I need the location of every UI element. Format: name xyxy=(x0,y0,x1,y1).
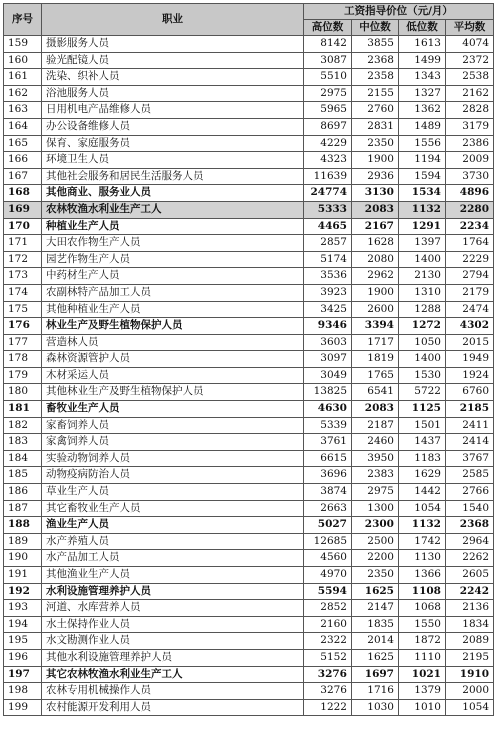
cell-low: 1288 xyxy=(399,301,446,318)
cell-mid: 2975 xyxy=(352,484,399,501)
table-row xyxy=(4,284,494,301)
cell-avg: 2585 xyxy=(446,467,494,484)
cell-high: 5333 xyxy=(304,201,352,218)
table-row xyxy=(4,583,494,600)
cell-low: 1629 xyxy=(399,467,446,484)
cell-seq: 189 xyxy=(4,533,42,550)
cell-avg: 2185 xyxy=(446,401,494,418)
cell-occupation: 洗染、织补人员 xyxy=(42,69,304,86)
table-row xyxy=(4,467,494,484)
cell-occupation: 家禽饲养人员 xyxy=(42,434,304,451)
cell-occupation: 其他渔业生产人员 xyxy=(42,567,304,584)
cell-seq: 160 xyxy=(4,52,42,69)
table-row xyxy=(4,168,494,185)
cell-occupation: 水产养殖人员 xyxy=(42,533,304,550)
cell-low: 1872 xyxy=(399,633,446,650)
table-row xyxy=(4,417,494,434)
cell-occupation: 农林牧渔水利业生产工人 xyxy=(42,201,304,218)
header-high: 高位数 xyxy=(304,20,352,36)
cell-occupation: 水利设施管理养护人员 xyxy=(42,583,304,600)
cell-avg: 1540 xyxy=(446,500,494,517)
cell-low: 1194 xyxy=(399,152,446,169)
cell-seq: 178 xyxy=(4,351,42,368)
cell-avg: 1949 xyxy=(446,351,494,368)
table-row xyxy=(4,334,494,351)
cell-seq: 170 xyxy=(4,218,42,235)
cell-seq: 195 xyxy=(4,633,42,650)
cell-high: 3087 xyxy=(304,52,352,69)
cell-mid: 3394 xyxy=(352,318,399,335)
table-row xyxy=(4,201,494,218)
cell-avg: 4074 xyxy=(446,36,494,53)
cell-mid: 6541 xyxy=(352,384,399,401)
cell-seq: 181 xyxy=(4,401,42,418)
cell-occupation: 日用机电产品维修人员 xyxy=(42,102,304,119)
cell-avg: 1764 xyxy=(446,235,494,252)
cell-mid: 3130 xyxy=(352,185,399,202)
cell-avg: 6760 xyxy=(446,384,494,401)
cell-low: 1343 xyxy=(399,69,446,86)
cell-seq: 182 xyxy=(4,417,42,434)
cell-low: 1501 xyxy=(399,417,446,434)
cell-mid: 2083 xyxy=(352,201,399,218)
table-row xyxy=(4,699,494,716)
cell-high: 5594 xyxy=(304,583,352,600)
cell-occupation: 验光配镜人员 xyxy=(42,52,304,69)
cell-low: 1366 xyxy=(399,567,446,584)
cell-seq: 171 xyxy=(4,235,42,252)
cell-seq: 167 xyxy=(4,168,42,185)
cell-mid: 2460 xyxy=(352,434,399,451)
header-occupation: 职业 xyxy=(42,4,304,36)
cell-mid: 1628 xyxy=(352,235,399,252)
cell-low: 1054 xyxy=(399,500,446,517)
cell-seq: 185 xyxy=(4,467,42,484)
cell-seq: 168 xyxy=(4,185,42,202)
cell-seq: 196 xyxy=(4,649,42,666)
cell-low: 1437 xyxy=(399,434,446,451)
cell-low: 1530 xyxy=(399,367,446,384)
cell-avg: 2234 xyxy=(446,218,494,235)
cell-mid: 2300 xyxy=(352,517,399,534)
cell-occupation: 园艺作物生产人员 xyxy=(42,251,304,268)
table-row xyxy=(4,616,494,633)
cell-seq: 163 xyxy=(4,102,42,119)
cell-high: 5027 xyxy=(304,517,352,534)
cell-low: 1110 xyxy=(399,649,446,666)
cell-avg: 4302 xyxy=(446,318,494,335)
cell-seq: 172 xyxy=(4,251,42,268)
cell-mid: 2600 xyxy=(352,301,399,318)
cell-mid: 2350 xyxy=(352,135,399,152)
table-row xyxy=(4,434,494,451)
table-row xyxy=(4,450,494,467)
cell-mid: 3950 xyxy=(352,450,399,467)
cell-avg: 2015 xyxy=(446,334,494,351)
header-wage-group: 工资指导价位（元/月） xyxy=(304,4,494,20)
cell-avg: 2605 xyxy=(446,567,494,584)
cell-low: 1442 xyxy=(399,484,446,501)
table-row xyxy=(4,135,494,152)
cell-avg: 1924 xyxy=(446,367,494,384)
cell-seq: 198 xyxy=(4,683,42,700)
cell-occupation: 大田农作物生产人员 xyxy=(42,235,304,252)
cell-low: 2130 xyxy=(399,268,446,285)
cell-high: 4229 xyxy=(304,135,352,152)
cell-avg: 3179 xyxy=(446,118,494,135)
cell-seq: 169 xyxy=(4,201,42,218)
cell-avg: 2136 xyxy=(446,600,494,617)
cell-low: 1130 xyxy=(399,550,446,567)
table-row xyxy=(4,235,494,252)
table-row xyxy=(4,152,494,169)
cell-high: 6615 xyxy=(304,450,352,467)
cell-avg: 2229 xyxy=(446,251,494,268)
cell-mid: 1717 xyxy=(352,334,399,351)
cell-seq: 161 xyxy=(4,69,42,86)
table-row xyxy=(4,484,494,501)
cell-avg: 2179 xyxy=(446,284,494,301)
cell-mid: 2200 xyxy=(352,550,399,567)
cell-occupation: 木材采运人员 xyxy=(42,367,304,384)
table-row xyxy=(4,633,494,650)
cell-seq: 190 xyxy=(4,550,42,567)
cell-high: 2160 xyxy=(304,616,352,633)
cell-high: 3425 xyxy=(304,301,352,318)
cell-occupation: 渔业生产人员 xyxy=(42,517,304,534)
cell-low: 1400 xyxy=(399,351,446,368)
cell-avg: 2411 xyxy=(446,417,494,434)
cell-high: 2975 xyxy=(304,85,352,102)
cell-high: 9346 xyxy=(304,318,352,335)
cell-mid: 2147 xyxy=(352,600,399,617)
cell-high: 3603 xyxy=(304,334,352,351)
cell-avg: 2414 xyxy=(446,434,494,451)
cell-seq: 197 xyxy=(4,666,42,683)
cell-occupation: 水文勘测作业人员 xyxy=(42,633,304,650)
cell-occupation: 河道、水库营养人员 xyxy=(42,600,304,617)
cell-avg: 3767 xyxy=(446,450,494,467)
cell-high: 8697 xyxy=(304,118,352,135)
cell-high: 24774 xyxy=(304,185,352,202)
cell-avg: 2162 xyxy=(446,85,494,102)
cell-low: 1310 xyxy=(399,284,446,301)
cell-occupation: 水土保持作业人员 xyxy=(42,616,304,633)
cell-avg: 2262 xyxy=(446,550,494,567)
cell-mid: 2155 xyxy=(352,85,399,102)
table-row xyxy=(4,118,494,135)
cell-mid: 2080 xyxy=(352,251,399,268)
header-seq: 序号 xyxy=(4,4,42,36)
cell-mid: 1819 xyxy=(352,351,399,368)
cell-mid: 1697 xyxy=(352,666,399,683)
cell-seq: 173 xyxy=(4,268,42,285)
cell-low: 1108 xyxy=(399,583,446,600)
cell-mid: 2358 xyxy=(352,69,399,86)
cell-high: 5510 xyxy=(304,69,352,86)
table-row xyxy=(4,69,494,86)
cell-mid: 2936 xyxy=(352,168,399,185)
cell-high: 3049 xyxy=(304,367,352,384)
table-row xyxy=(4,367,494,384)
cell-high: 4970 xyxy=(304,567,352,584)
cell-mid: 1716 xyxy=(352,683,399,700)
cell-avg: 2766 xyxy=(446,484,494,501)
cell-mid: 1030 xyxy=(352,699,399,716)
cell-avg: 2538 xyxy=(446,69,494,86)
cell-high: 13825 xyxy=(304,384,352,401)
cell-low: 1132 xyxy=(399,517,446,534)
cell-avg: 2794 xyxy=(446,268,494,285)
table-row xyxy=(4,649,494,666)
cell-mid: 2383 xyxy=(352,467,399,484)
cell-mid: 1625 xyxy=(352,649,399,666)
cell-avg: 1054 xyxy=(446,699,494,716)
cell-occupation: 其他林业生产及野生植物保护人员 xyxy=(42,384,304,401)
cell-occupation: 其他水利设施管理养护人员 xyxy=(42,649,304,666)
cell-seq: 194 xyxy=(4,616,42,633)
header-mid: 中位数 xyxy=(352,20,399,36)
cell-avg: 2195 xyxy=(446,649,494,666)
cell-high: 2322 xyxy=(304,633,352,650)
cell-mid: 1900 xyxy=(352,152,399,169)
cell-seq: 187 xyxy=(4,500,42,517)
cell-avg: 2368 xyxy=(446,517,494,534)
cell-high: 2663 xyxy=(304,500,352,517)
cell-seq: 159 xyxy=(4,36,42,53)
cell-occupation: 林业生产及野生植物保护人员 xyxy=(42,318,304,335)
cell-occupation: 森林资源管护人员 xyxy=(42,351,304,368)
cell-seq: 191 xyxy=(4,567,42,584)
table-row xyxy=(4,301,494,318)
cell-occupation: 农村能源开发利用人员 xyxy=(42,699,304,716)
cell-mid: 2962 xyxy=(352,268,399,285)
cell-low: 1556 xyxy=(399,135,446,152)
cell-low: 1550 xyxy=(399,616,446,633)
cell-high: 5152 xyxy=(304,649,352,666)
cell-low: 1362 xyxy=(399,102,446,119)
cell-high: 4560 xyxy=(304,550,352,567)
cell-seq: 179 xyxy=(4,367,42,384)
table-row xyxy=(4,102,494,119)
table-row xyxy=(4,52,494,69)
cell-high: 3761 xyxy=(304,434,352,451)
cell-seq: 177 xyxy=(4,334,42,351)
cell-avg: 3730 xyxy=(446,168,494,185)
cell-high: 8142 xyxy=(304,36,352,53)
cell-mid: 2014 xyxy=(352,633,399,650)
cell-high: 5339 xyxy=(304,417,352,434)
cell-seq: 186 xyxy=(4,484,42,501)
cell-high: 3696 xyxy=(304,467,352,484)
cell-avg: 2372 xyxy=(446,52,494,69)
cell-avg: 2964 xyxy=(446,533,494,550)
cell-low: 1050 xyxy=(399,334,446,351)
cell-seq: 165 xyxy=(4,135,42,152)
cell-avg: 2280 xyxy=(446,201,494,218)
table-row xyxy=(4,318,494,335)
cell-high: 3276 xyxy=(304,683,352,700)
cell-seq: 164 xyxy=(4,118,42,135)
cell-avg: 2000 xyxy=(446,683,494,700)
cell-high: 2857 xyxy=(304,235,352,252)
cell-high: 3874 xyxy=(304,484,352,501)
cell-occupation: 水产品加工人员 xyxy=(42,550,304,567)
cell-mid: 2187 xyxy=(352,417,399,434)
table-row xyxy=(4,351,494,368)
cell-seq: 199 xyxy=(4,699,42,716)
table-row xyxy=(4,500,494,517)
cell-occupation: 其他商业、服务业人员 xyxy=(42,185,304,202)
table-row xyxy=(4,600,494,617)
cell-mid: 1835 xyxy=(352,616,399,633)
cell-occupation: 农林专用机械操作人员 xyxy=(42,683,304,700)
cell-mid: 1765 xyxy=(352,367,399,384)
table-row xyxy=(4,36,494,53)
cell-occupation: 草业生产人员 xyxy=(42,484,304,501)
cell-low: 1594 xyxy=(399,168,446,185)
cell-mid: 2760 xyxy=(352,102,399,119)
cell-high: 4630 xyxy=(304,401,352,418)
cell-avg: 2386 xyxy=(446,135,494,152)
cell-seq: 166 xyxy=(4,152,42,169)
cell-occupation: 动物疫病防治人员 xyxy=(42,467,304,484)
cell-mid: 2083 xyxy=(352,401,399,418)
cell-mid: 1900 xyxy=(352,284,399,301)
cell-avg: 4896 xyxy=(446,185,494,202)
cell-seq: 192 xyxy=(4,583,42,600)
cell-low: 1379 xyxy=(399,683,446,700)
cell-mid: 2368 xyxy=(352,52,399,69)
cell-low: 1132 xyxy=(399,201,446,218)
cell-avg: 1834 xyxy=(446,616,494,633)
wage-guide-table xyxy=(3,3,494,716)
cell-mid: 2167 xyxy=(352,218,399,235)
cell-seq: 183 xyxy=(4,434,42,451)
cell-occupation: 其他种植业生产人员 xyxy=(42,301,304,318)
table-row xyxy=(4,533,494,550)
cell-low: 1021 xyxy=(399,666,446,683)
cell-low: 1400 xyxy=(399,251,446,268)
cell-mid: 1300 xyxy=(352,500,399,517)
cell-low: 1499 xyxy=(399,52,446,69)
cell-high: 1222 xyxy=(304,699,352,716)
table-row xyxy=(4,683,494,700)
cell-occupation: 畜牧业生产人员 xyxy=(42,401,304,418)
cell-high: 3276 xyxy=(304,666,352,683)
cell-high: 4323 xyxy=(304,152,352,169)
cell-high: 5174 xyxy=(304,251,352,268)
cell-occupation: 中药材生产人员 xyxy=(42,268,304,285)
cell-low: 1125 xyxy=(399,401,446,418)
cell-low: 1613 xyxy=(399,36,446,53)
cell-occupation: 实验动物饲养人员 xyxy=(42,450,304,467)
cell-occupation: 其它畜牧业生产人员 xyxy=(42,500,304,517)
cell-occupation: 浴池服务人员 xyxy=(42,85,304,102)
table-body xyxy=(4,36,494,716)
cell-low: 1010 xyxy=(399,699,446,716)
cell-avg: 2242 xyxy=(446,583,494,600)
table-row xyxy=(4,666,494,683)
table-row xyxy=(4,517,494,534)
table-row xyxy=(4,401,494,418)
cell-low: 1534 xyxy=(399,185,446,202)
cell-high: 2852 xyxy=(304,600,352,617)
table-row xyxy=(4,218,494,235)
cell-avg: 2474 xyxy=(446,301,494,318)
cell-avg: 2009 xyxy=(446,152,494,169)
cell-low: 1291 xyxy=(399,218,446,235)
cell-low: 1742 xyxy=(399,533,446,550)
cell-occupation: 种植业生产人员 xyxy=(42,218,304,235)
table-row xyxy=(4,185,494,202)
cell-seq: 175 xyxy=(4,301,42,318)
cell-seq: 188 xyxy=(4,517,42,534)
cell-mid: 1625 xyxy=(352,583,399,600)
cell-occupation: 营造林人员 xyxy=(42,334,304,351)
cell-occupation: 摄影服务人员 xyxy=(42,36,304,53)
cell-high: 5965 xyxy=(304,102,352,119)
cell-mid: 3855 xyxy=(352,36,399,53)
cell-seq: 162 xyxy=(4,85,42,102)
cell-mid: 2350 xyxy=(352,567,399,584)
cell-seq: 180 xyxy=(4,384,42,401)
cell-high: 12685 xyxy=(304,533,352,550)
header-avg: 平均数 xyxy=(446,20,494,36)
table-row xyxy=(4,550,494,567)
cell-low: 1489 xyxy=(399,118,446,135)
cell-occupation: 家畜饲养人员 xyxy=(42,417,304,434)
cell-occupation: 环境卫生人员 xyxy=(42,152,304,169)
cell-high: 3536 xyxy=(304,268,352,285)
cell-low: 1272 xyxy=(399,318,446,335)
cell-mid: 2500 xyxy=(352,533,399,550)
cell-low: 5722 xyxy=(399,384,446,401)
table-header xyxy=(4,4,494,36)
cell-seq: 176 xyxy=(4,318,42,335)
table-row xyxy=(4,251,494,268)
cell-high: 3097 xyxy=(304,351,352,368)
cell-low: 1397 xyxy=(399,235,446,252)
cell-avg: 2828 xyxy=(446,102,494,119)
cell-avg: 2089 xyxy=(446,633,494,650)
table-row xyxy=(4,268,494,285)
cell-low: 1327 xyxy=(399,85,446,102)
cell-high: 3923 xyxy=(304,284,352,301)
cell-occupation: 农副林特产品加工人员 xyxy=(42,284,304,301)
wage-table-container xyxy=(3,3,493,716)
header-low: 低位数 xyxy=(399,20,446,36)
cell-low: 1183 xyxy=(399,450,446,467)
table-row xyxy=(4,85,494,102)
cell-occupation: 其他社会服务和居民生活服务人员 xyxy=(42,168,304,185)
cell-occupation: 办公设备维修人员 xyxy=(42,118,304,135)
cell-occupation: 保育、家庭服务员 xyxy=(42,135,304,152)
cell-occupation: 其它农林牧渔水利业生产工人 xyxy=(42,666,304,683)
cell-seq: 174 xyxy=(4,284,42,301)
cell-high: 11639 xyxy=(304,168,352,185)
cell-high: 4465 xyxy=(304,218,352,235)
table-row xyxy=(4,384,494,401)
cell-avg: 1910 xyxy=(446,666,494,683)
cell-low: 1068 xyxy=(399,600,446,617)
cell-seq: 184 xyxy=(4,450,42,467)
table-row xyxy=(4,567,494,584)
cell-seq: 193 xyxy=(4,600,42,617)
cell-mid: 2831 xyxy=(352,118,399,135)
